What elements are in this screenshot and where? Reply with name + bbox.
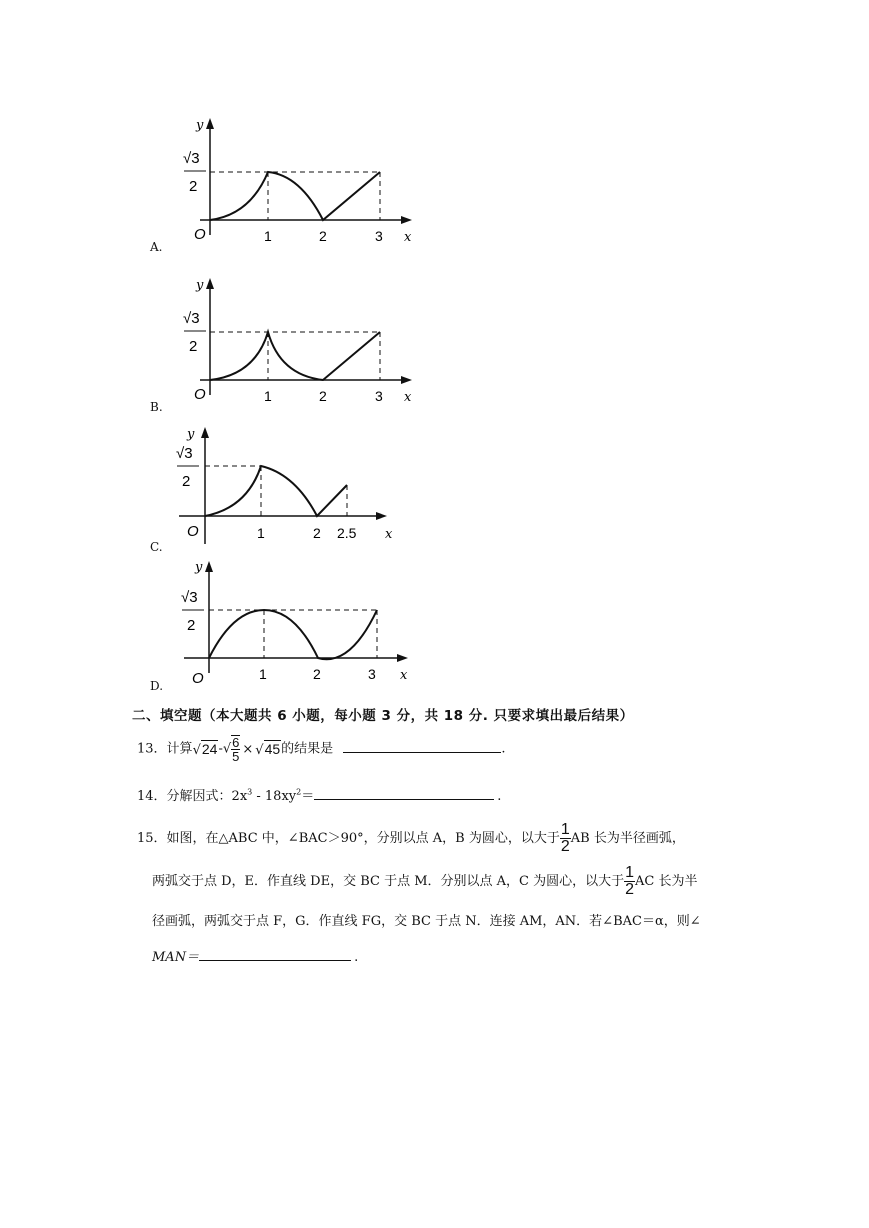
answer-blank-14[interactable]	[314, 787, 494, 800]
question-number: 14．	[137, 789, 167, 804]
tick-2: 2	[319, 228, 327, 244]
option-b-letter: B.	[150, 400, 163, 414]
tick-3: 3	[368, 666, 376, 682]
x-axis-label: x	[404, 390, 412, 405]
q15-text-3: 径画弧，两弧交于点 F，G．作直线 FG，交 BC 于点 N．连接 AM，AN．若∠BAC＝α，则∠	[152, 914, 701, 929]
sqrt-fraction: √ $\frac{6}{5}$	[222, 735, 240, 764]
exponent: 2	[296, 787, 302, 797]
tick-1: 1	[259, 666, 267, 682]
period: .	[501, 741, 506, 757]
y-axis-label: y	[187, 427, 195, 442]
question-13	[137, 735, 505, 763]
fraction-half: $\frac{1}{2}$	[625, 864, 635, 898]
times-sign: ×	[242, 741, 254, 757]
q15-text-4: MAN＝	[152, 950, 200, 965]
tick-1: 1	[264, 228, 272, 244]
tick-2: 2	[313, 525, 321, 541]
fraction-half: $\frac{1}{2}$	[560, 821, 570, 855]
origin-label: O	[194, 386, 206, 403]
y-axis-label: y	[196, 278, 204, 293]
two-label: 2	[189, 338, 198, 355]
tick-1: 1	[257, 525, 265, 541]
tick-1: 1	[264, 388, 272, 404]
q13-prefix: 计算	[166, 741, 193, 757]
minus-sign: -	[218, 741, 223, 757]
option-d-letter: D.	[150, 679, 164, 693]
period: .	[497, 789, 502, 804]
q15-text-2a: 两弧交于点 D，E．作直线 DE，交 BC 于点 M．分别以点 A，C 为圆心，以大于	[152, 874, 625, 889]
x-axis-label: x	[400, 668, 408, 683]
answer-blank-15[interactable]	[199, 948, 351, 961]
graph-option-b	[180, 275, 420, 410]
question-14	[137, 785, 501, 804]
question-number: 13．	[137, 741, 167, 757]
section-title: 二、填空题（本大题共 6 小题，每小题 3 分，共 18 分. 只要求填出最后结果）	[132, 708, 634, 724]
origin-label: O	[192, 670, 204, 687]
equals-sign: ＝	[301, 789, 315, 804]
y-axis-label: y	[195, 560, 203, 575]
answer-blank-13[interactable]	[343, 740, 501, 753]
q13-suffix: 的结果是	[281, 741, 334, 757]
origin-label: O	[187, 523, 199, 540]
q15-text-1a: 如图，在△ABC 中，∠BAC＞90°，分别以点 A，B 为圆心，以大于	[166, 831, 560, 846]
question-15-line-1	[137, 822, 685, 855]
option-c-letter: C.	[150, 540, 163, 554]
x-axis-label: x	[404, 230, 412, 245]
period: .	[354, 950, 359, 965]
tick-2: 2	[319, 388, 327, 404]
x-axis-label: x	[385, 527, 393, 542]
tick-3: 3	[375, 228, 383, 244]
two-label: 2	[187, 617, 196, 634]
two-label: 2	[182, 473, 191, 490]
q14-mid: - 18xy	[252, 789, 297, 804]
two-label: 2	[189, 178, 198, 195]
graph-option-a	[180, 115, 420, 250]
q14-prefix: 分解因式：2x	[166, 789, 248, 804]
q15-text-2b: AC 长为半	[635, 874, 698, 889]
origin-label: O	[194, 226, 206, 243]
tick-2-5: 2.5	[337, 525, 357, 541]
sqrt3-label: √3	[183, 310, 200, 327]
tick-2: 2	[313, 666, 321, 682]
question-15-line-4	[152, 946, 358, 965]
question-number: 15．	[137, 831, 167, 846]
graph-option-c	[175, 422, 405, 552]
question-15-line-2	[152, 865, 698, 898]
sqrt3-label: √3	[181, 589, 198, 606]
graph-option-d	[178, 555, 418, 690]
q15-text-1b: AB 长为半径画弧，	[570, 831, 685, 846]
option-a-letter: A.	[150, 240, 163, 254]
sqrt-45: √45	[255, 741, 281, 758]
y-axis-label: y	[196, 118, 204, 133]
sqrt3-label: √3	[176, 445, 193, 462]
tick-3: 3	[375, 388, 383, 404]
exponent: 3	[247, 787, 253, 797]
sqrt-24: √24	[192, 741, 218, 758]
sqrt3-label: √3	[183, 150, 200, 167]
question-15-line-3	[152, 910, 701, 929]
